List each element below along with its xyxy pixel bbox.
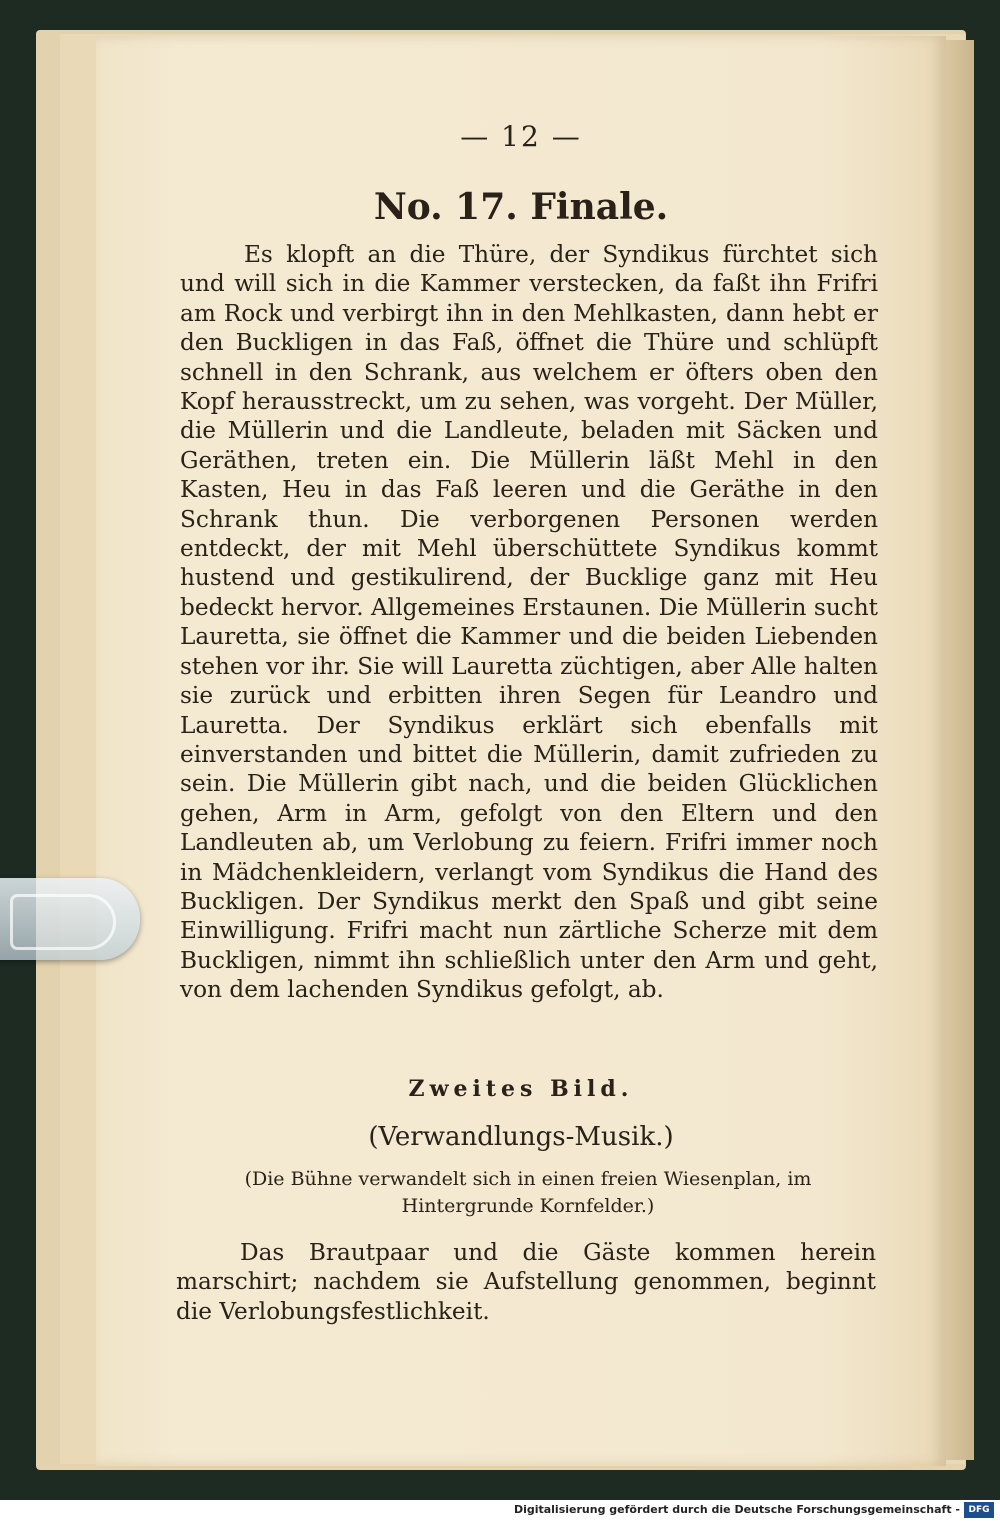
subheading: Zweites Bild. [408,1076,634,1102]
section-heading: No. 17. Finale. [373,186,669,228]
stage-direction: (Die Bühne verwandelt sich in einen freien Wiesenplan, im Hintergrunde Kornfelder.) [244,1168,812,1217]
page-clip-handle [0,878,140,960]
closing-text [176,1238,876,1326]
footer-credit: Digitalisierung gefördert durch die Deutsche Forschungsgemeinschaft - [513,1503,960,1516]
page-clip-inner [10,894,116,950]
body-paragraph: Es klopft an die Thüre, der Syndikus fürchtet sich und will sich in die Kammer verstecken, da faßt ihn Frifri am Rock und verbirgt ihn in den Mehlkasten, dann hebt er den Buckligen in das Faß, öffnet die Thüre und schlüpft schnell in den Schrank, aus welchem er öfters oben den Kopf herausstreckt, um zu sehen, was vorgeht. Der Müller, die Müllerin und die Landleute, beladen mit Säcken und Geräthen, treten ein. Die Müllerin läßt Mehl in den Kasten, Heu in das Faß leeren und die Geräthe in den Schrank thun. Die verborgenen Personen werden entdeckt, der mit Mehl überschüttete Syndikus kommt hustend und gestikulirend, der Bucklige ganz mit Heu bedeckt hervor. Allgemeines Erstaunen. Die Müllerin sucht Lauretta, sie öffnet die Kammer und die beiden Liebenden stehen vor ihr. Sie will Lauretta züchtigen, aber Alle halten sie zurück und erbitten ihren Segen für Leandro und Lauretta. Der Syndikus erklärt sich ebenfalls mit einverstanden und bittet die Müllerin, damit zufrieden zu sein. Die Müllerin gibt nach, und die beiden Glücklichen gehen, Arm in Arm, gefolgt von den Eltern und den Landleuten ab, um Verlobung zu feiern. Frifri immer noch in Mädchenkleidern, verlangt vom Syndikus die Hand des Buckligen. Der Syndikus merkt den Spaß und gibt seine Einwilligung. Frifri macht nun zärtliche Scherze mit dem Buckligen, nimmt ihn schließlich unter den Arm und geht, von dem lachenden Syndikus gefolgt, ab. [180,241,878,1004]
body-text [180,240,878,1005]
right-page-edge [946,40,974,1460]
page-number: — 12 — [460,120,582,153]
dfg-logo: DFG [964,1502,994,1518]
music-note: (Verwandlungs-Musik.) [368,1122,674,1152]
closing-paragraph: Das Brautpaar und die Gäste kommen herein marschirt; nachdem sie Aufstellung genommen, beginnt die Verlobungsfestlichkeit. [176,1239,876,1325]
footer-bar [0,1500,1000,1521]
